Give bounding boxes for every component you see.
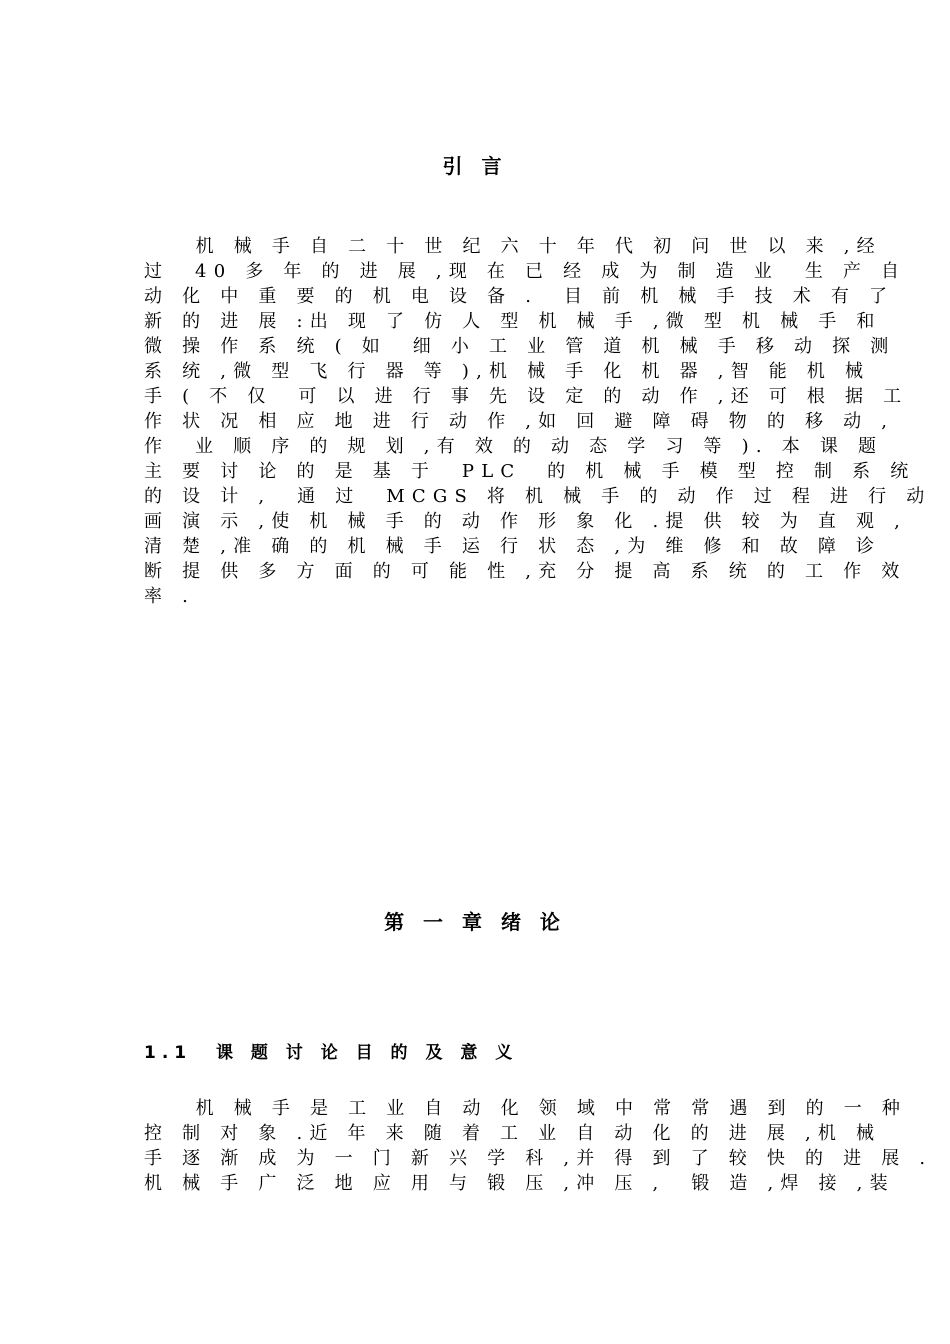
- text-line: 机 械 手 广 泛 地 应 用 与 锻 压 ,冲 压 , 锻 造 ,焊 接 ,装: [144, 1173, 895, 1194]
- text-line: 画 演 示 ,使 机 械 手 的 动 作 形 象 化 .提 供 较 为 直 观 ,: [144, 511, 908, 532]
- text-line: 机 械 手 自 二 十 世 纪 六 十 年 代 初 问 世 以 来 ,经: [144, 236, 882, 257]
- text-line: 作 状 况 相 应 地 进 行 动 作 ,如 回 避 障 碍 物 的 移 动 ,: [144, 411, 895, 432]
- text-line: 手 逐 渐 成 为 一 门 新 兴 学 科 ,并 得 到 了 较 快 的 进 展 .: [144, 1148, 933, 1169]
- text-line: 微 操 作 系 统 ( 如 细 小 工 业 管 道 机 械 手 移 动 探 测: [144, 336, 896, 357]
- text-line: 率 .: [144, 586, 196, 607]
- section-title: 1.1 课 题 讨 论 目 的 及 意 义: [144, 1043, 519, 1063]
- text-line: 作 业 顺 序 的 规 划 ,有 效 的 动 态 学 习 等 ). 本 课 题: [144, 436, 884, 457]
- chapter-title: 第 一 章 绪 论: [384, 910, 566, 934]
- text-line: 过 40 多 年 的 进 展 ,现 在 已 经 成 为 制 造 业 生 产 自: [144, 261, 907, 282]
- text-line: 手 ( 不 仅 可 以 进 行 事 先 设 定 的 动 作 ,还 可 根 据 工: [144, 386, 909, 407]
- text-line: 的 设 计 , 通 过 MCGS 将 机 械 手 的 动 作 过 程 进 行 动: [144, 486, 932, 507]
- intro-title: 引 言: [442, 154, 508, 178]
- intro-paragraph: [144, 234, 932, 609]
- text-line: 系 统 ,微 型 飞 行 器 等 ),机 械 手 化 机 器 ,智 能 机 械: [144, 361, 871, 382]
- text-line: 主 要 讨 论 的 是 基 于 PLC 的 机 械 手 模 型 控 制 系 统: [144, 461, 916, 482]
- text-line: 动 化 中 重 要 的 机 电 设 备 . 目 前 机 械 手 技 术 有 了: [144, 286, 895, 307]
- text-line: 控 制 对 象 .近 年 来 随 着 工 业 自 动 化 的 进 展 ,机 械: [144, 1123, 882, 1144]
- text-line: 断 提 供 多 方 面 的 可 能 性 ,充 分 提 高 系 统 的 工 作 效: [144, 561, 907, 582]
- text-line: 机 械 手 是 工 业 自 动 化 领 域 中 常 常 遇 到 的 一 种: [144, 1098, 908, 1119]
- section-paragraph: [144, 1096, 933, 1196]
- text-line: 新 的 进 展 :出 现 了 仿 人 型 机 械 手 ,微 型 机 械 手 和: [144, 311, 882, 332]
- text-line: 清 楚 ,准 确 的 机 械 手 运 行 状 态 ,为 维 修 和 故 障 诊: [144, 536, 882, 557]
